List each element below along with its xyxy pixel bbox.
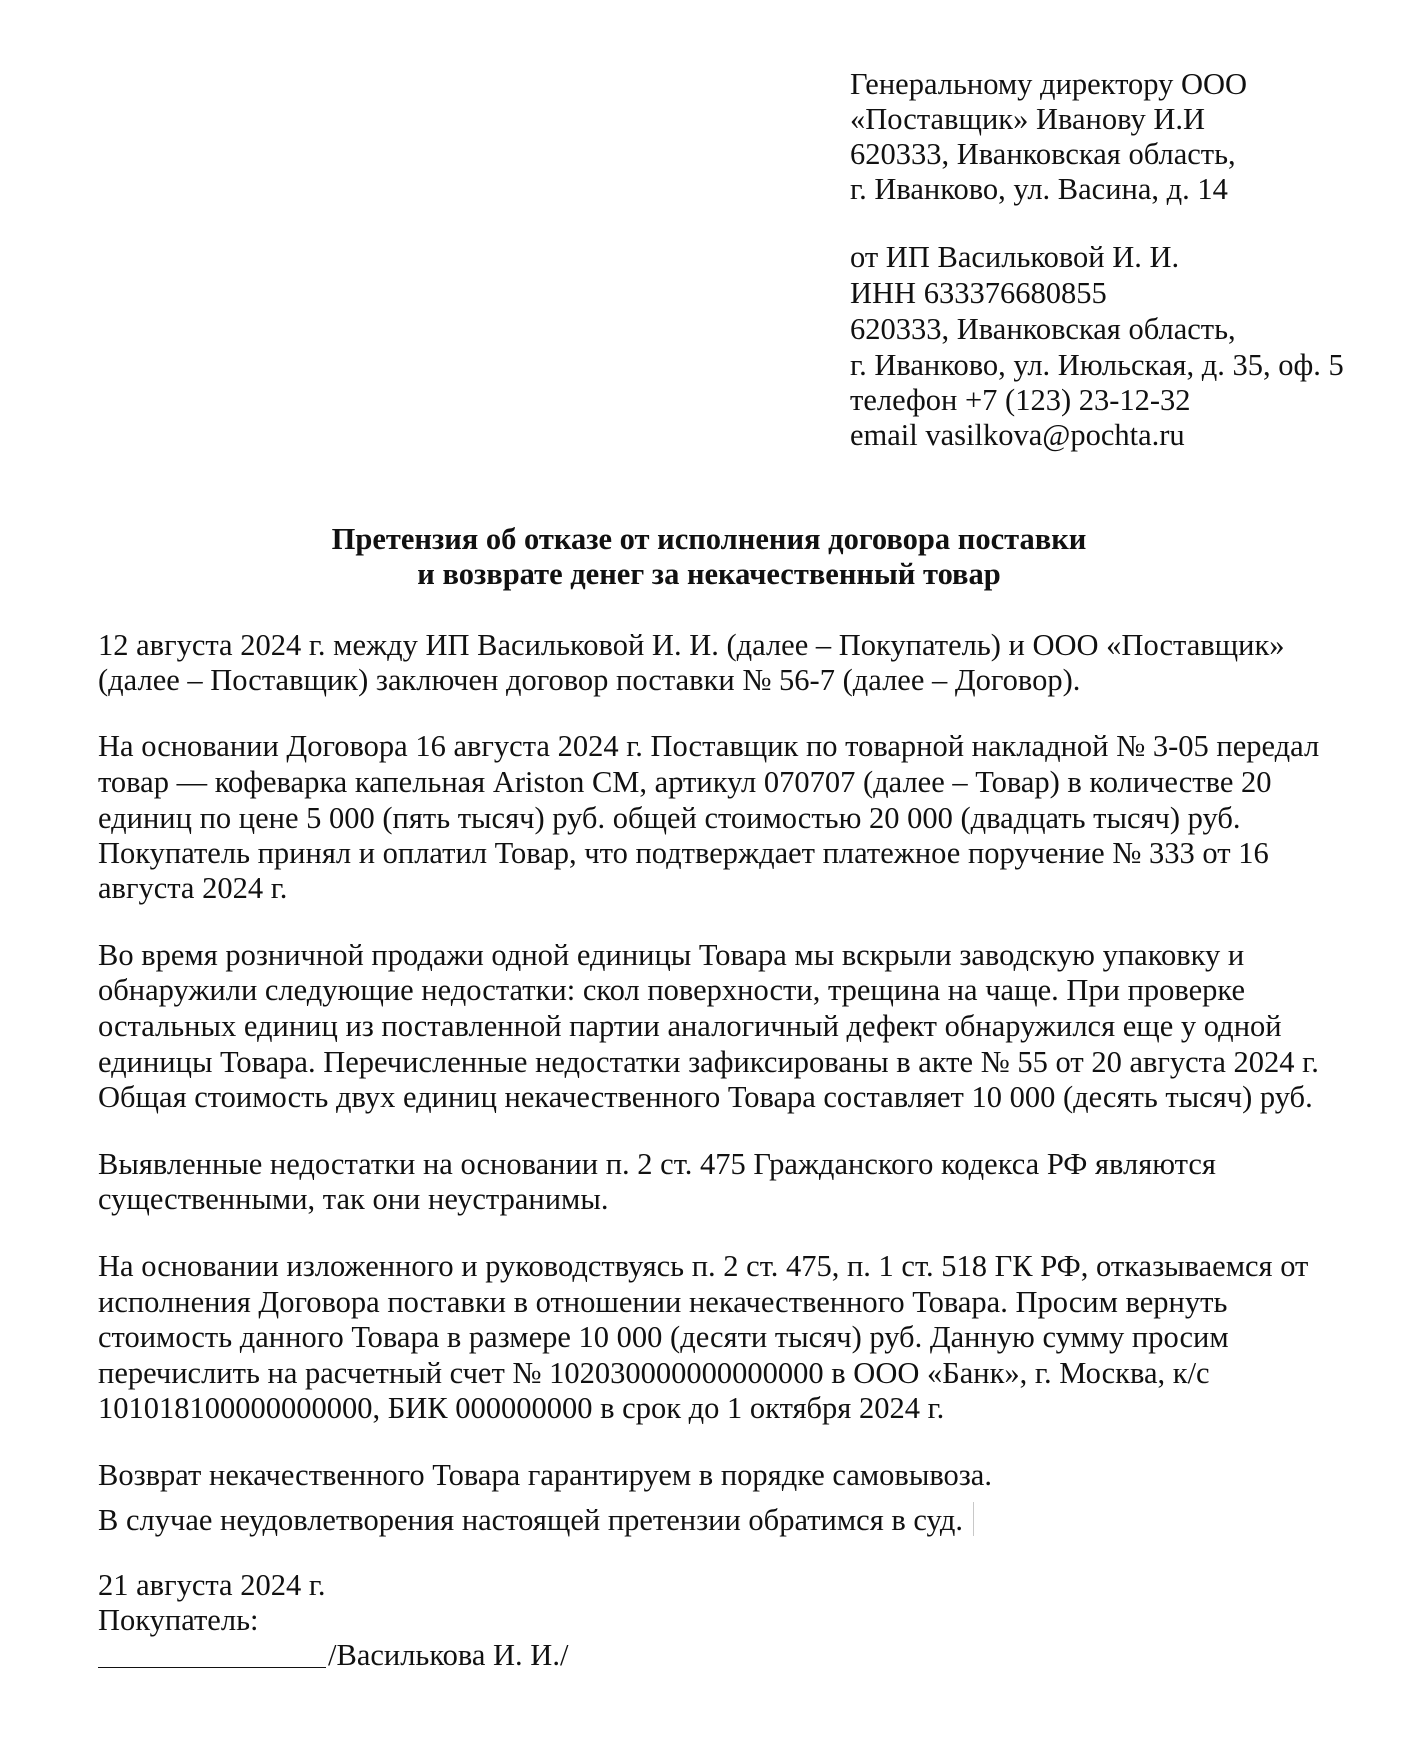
closing-date: 21 августа 2024 г. bbox=[98, 1568, 326, 1602]
paragraph-line: Во время розничной продажи одной единицы Товара мы вскрыли заводскую упаковку и bbox=[98, 938, 1245, 972]
text-cursor bbox=[973, 1502, 974, 1536]
sender-line: 620333, Иванковская область, bbox=[850, 312, 1236, 346]
recipient-line: «Поставщик» Иванову И.И bbox=[850, 102, 1206, 136]
paragraph-line: единицы Товара. Перечисленные недостатки зафиксированы в акте № 55 от 20 августа 2024 г. bbox=[98, 1045, 1319, 1079]
recipient-line: 620333, Иванковская область, bbox=[850, 137, 1236, 171]
paragraph-line: обнаружили следующие недостатки: скол поверхности, трещина на чаще. При проверке bbox=[98, 973, 1246, 1007]
paragraph-line: перечислить на расчетный счет № 102030000000000000 в ООО «Банк», г. Москва, к/с bbox=[98, 1356, 1210, 1390]
paragraph-line: Возврат некачественного Товара гарантируем в порядке самовывоза. bbox=[98, 1458, 992, 1492]
title-line: Претензия об отказе от исполнения договора поставки bbox=[331, 522, 1087, 556]
signature-name: /Василькова И. И./ bbox=[328, 1638, 569, 1672]
recipient-line: Генеральному директору ООО bbox=[850, 67, 1248, 101]
closing-role: Покупатель: bbox=[98, 1603, 259, 1637]
paragraph-line: исполнения Договора поставки в отношении некачественного Товара. Просим вернуть bbox=[98, 1285, 1228, 1319]
title-line: и возврате денег за некачественный товар bbox=[417, 557, 1001, 591]
paragraph-line: 12 августа 2024 г. между ИП Васильковой И. И. (далее – Покупатель) и ООО «Поставщик» bbox=[98, 628, 1285, 662]
paragraph-line: (далее – Поставщик) заключен договор поставки № 56-7 (далее – Договор). bbox=[98, 663, 1081, 697]
paragraph-line: На основании изложенного и руководствуясь п. 2 ст. 475, п. 1 ст. 518 ГК РФ, отказываемся от bbox=[98, 1249, 1309, 1283]
sender-line: от ИП Васильковой И. И. bbox=[850, 240, 1180, 274]
sender-line: email vasilkova@pochta.ru bbox=[850, 418, 1185, 452]
sender-line: г. Иванково, ул. Июльская, д. 35, оф. 5 bbox=[850, 348, 1344, 382]
paragraph-line: На основании Договора 16 августа 2024 г. Поставщик по товарной накладной № 3-05 передал bbox=[98, 729, 1320, 763]
paragraph-line: единиц по цене 5 000 (пять тысяч) руб. общей стоимостью 20 000 (двадцать тысяч) руб. bbox=[98, 801, 1241, 835]
paragraph-line: августа 2024 г. bbox=[98, 871, 288, 905]
signature-line bbox=[98, 1667, 326, 1668]
paragraph-line: 101018100000000000, БИК 000000000 в срок до 1 октября 2024 г. bbox=[98, 1391, 945, 1425]
paragraph-line: Выявленные недостатки на основании п. 2 ст. 475 Гражданского кодекса РФ являются bbox=[98, 1147, 1216, 1181]
paragraph-line: товар — кофеварка капельная Ariston CM, артикул 070707 (далее – Товар) в количестве 20 bbox=[98, 765, 1272, 799]
paragraph-line: остальных единиц из поставленной партии аналогичный дефект обнаружился еще у одной bbox=[98, 1009, 1282, 1043]
paragraph-line: Общая стоимость двух единиц некачественного Товара составляет 10 000 (десять тысяч) руб. bbox=[98, 1080, 1313, 1114]
recipient-line: г. Иванково, ул. Васина, д. 14 bbox=[850, 172, 1228, 206]
paragraph-line: стоимость данного Товара в размере 10 000 (десяти тысяч) руб. Данную сумму просим bbox=[98, 1320, 1229, 1354]
paragraph-line: Покупатель принял и оплатил Товар, что подтверждает платежное поручение № 333 от 16 bbox=[98, 836, 1269, 870]
sender-line: телефон +7 (123) 23-12-32 bbox=[850, 383, 1191, 417]
paragraph-line: существенными, так они неустранимы. bbox=[98, 1182, 609, 1216]
paragraph-line: В случае неудовлетворения настоящей претензии обратимся в суд. bbox=[98, 1503, 963, 1537]
sender-line: ИНН 633376680855 bbox=[850, 276, 1107, 310]
